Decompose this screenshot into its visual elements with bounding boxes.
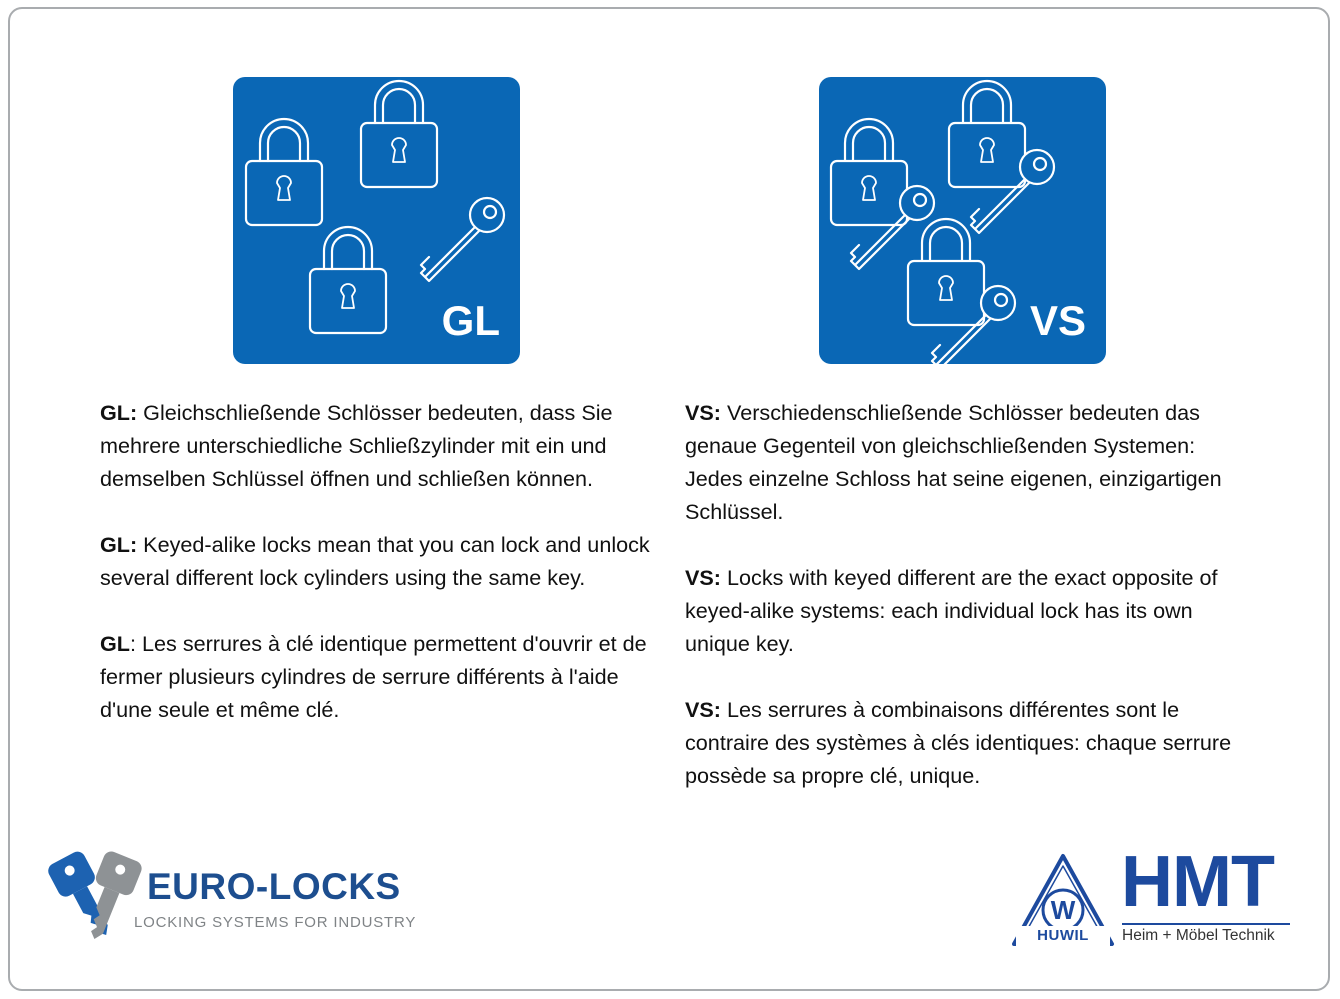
- vs-prefix: VS:: [685, 565, 721, 590]
- padlock-icon: [831, 119, 907, 225]
- hmt-tagline: Heim + Möbel Technik: [1122, 927, 1275, 944]
- eurolocks-name: EURO-LOCKS: [147, 866, 401, 907]
- gl-prefix: GL:: [100, 400, 138, 425]
- gl-text-en: Keyed-alike locks mean that you can lock and unlock several different lock cylinders using the same key.: [100, 532, 650, 590]
- vs-tile: [819, 77, 1106, 364]
- gl-prefix: GL: [100, 631, 130, 656]
- vs-prefix: VS:: [685, 697, 721, 722]
- gl-prefix: GL:: [100, 532, 138, 557]
- gl-description-en: [100, 528, 660, 594]
- vs-description-en: [685, 561, 1245, 660]
- gl-text-de: Gleichschließende Schlösser bedeuten, dass Sie mehrere unterschiedliche Schließzylinder mit ein und demselben Schlüssel öffnen und schließen können.: [100, 400, 613, 491]
- gl-tile: [233, 77, 520, 364]
- hmt-name: HMT: [1121, 842, 1274, 922]
- padlock-icon: [246, 119, 322, 225]
- padlock-icon: [908, 219, 984, 325]
- key-icon: [421, 198, 504, 281]
- hmt-huwil-logo: [1008, 842, 1293, 952]
- vs-description-column: [685, 396, 1245, 825]
- gl-description-de: [100, 396, 660, 495]
- gl-description-fr: [100, 627, 660, 726]
- huwil-name: HUWIL: [1037, 927, 1089, 944]
- vs-tile-label: VS: [1029, 297, 1086, 344]
- huwil-mark: W: [1050, 895, 1076, 925]
- vs-description-fr: [685, 693, 1245, 792]
- hmt-divider: [1122, 923, 1290, 925]
- gl-tile-label: GL: [441, 297, 500, 344]
- vs-description-de: [685, 396, 1245, 528]
- gl-text-fr: : Les serrures à clé identique permettent d'ouvrir et de fermer plusieurs cylindres de serrure différents à l'aide d'une seule et même clé.: [100, 631, 647, 722]
- vs-prefix: VS:: [685, 400, 721, 425]
- gl-description-column: [100, 396, 660, 759]
- padlock-icon: [949, 81, 1025, 187]
- vs-text-de: Verschiedenschließende Schlösser bedeuten das genaue Gegenteil von gleichschließenden Systemen: Jedes einzelne Schloss hat seine eigenen, einzigartigen Schlüssel.: [685, 400, 1222, 524]
- vs-text-fr: Les serrures à combinaisons différentes sont le contraire des systèmes à clés identiques: chaque serrure possède sa propre clé, unique.: [685, 697, 1232, 788]
- eurolocks-logo: [46, 850, 426, 950]
- padlock-icon: [361, 81, 437, 187]
- vs-text-en: Locks with keyed different are the exact opposite of keyed-alike systems: each individual lock has its own unique key.: [685, 565, 1218, 656]
- padlock-icon: [310, 227, 386, 333]
- eurolocks-tagline: LOCKING SYSTEMS FOR INDUSTRY: [134, 914, 417, 931]
- eurolocks-keys-icon: [46, 850, 142, 950]
